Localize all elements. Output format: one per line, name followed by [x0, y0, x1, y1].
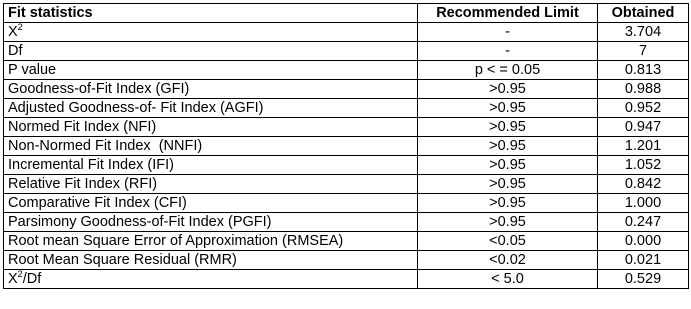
obtained-cell: 1.201	[598, 137, 689, 156]
statistic-name: Comparative Fit Index (CFI)	[8, 195, 187, 211]
statistic-cell	[4, 175, 418, 194]
obtained-cell: 0.947	[598, 118, 689, 137]
table-row	[4, 270, 689, 289]
superscript: 2	[17, 22, 23, 32]
statistic-name: Root mean Square Error of Approximation (RMSEA)	[8, 233, 344, 249]
statistic-cell	[4, 213, 418, 232]
recommended-limit-cell: >0.95	[418, 213, 598, 232]
obtained-cell: 0.021	[598, 251, 689, 270]
statistic-name: Df	[8, 43, 23, 59]
obtained-cell: 1.052	[598, 156, 689, 175]
recommended-limit-cell: >0.95	[418, 118, 598, 137]
statistic-cell	[4, 232, 418, 251]
recommended-limit-cell: < 5.0	[418, 270, 598, 289]
obtained-cell: 3.704	[598, 23, 689, 42]
statistic-name: Goodness-of-Fit Index (GFI)	[8, 81, 190, 97]
statistic-name: Relative Fit Index (RFI)	[8, 176, 158, 192]
recommended-limit-cell: >0.95	[418, 194, 598, 213]
obtained-cell: 0.842	[598, 175, 689, 194]
statistic-cell	[4, 137, 418, 156]
statistic-cell	[4, 270, 418, 289]
obtained-cell: 0.813	[598, 61, 689, 80]
table-row	[4, 194, 689, 213]
statistic-name: Root Mean Square Residual (RMR)	[8, 252, 237, 268]
statistic-name: X	[8, 24, 18, 40]
table-row	[4, 213, 689, 232]
column-header-fit-statistics: Fit statistics	[4, 4, 418, 23]
statistic-cell	[4, 61, 418, 80]
statistic-name: X	[8, 271, 18, 287]
table-row	[4, 175, 689, 194]
recommended-limit-cell: <0.05	[418, 232, 598, 251]
statistic-cell	[4, 156, 418, 175]
obtained-cell: 0.000	[598, 232, 689, 251]
statistic-name: Parsimony Goodness-of-Fit Index (PGFI)	[8, 214, 272, 230]
statistic-cell	[4, 251, 418, 270]
table-header-row	[4, 4, 689, 23]
table-row	[4, 42, 689, 61]
table-row	[4, 232, 689, 251]
obtained-cell: 0.952	[598, 99, 689, 118]
statistic-name: Non-Normed Fit Index (NNFI)	[8, 138, 203, 154]
statistic-cell	[4, 99, 418, 118]
recommended-limit-cell: p < = 0.05	[418, 61, 598, 80]
statistic-cell	[4, 42, 418, 61]
table-row	[4, 156, 689, 175]
recommended-limit-cell: >0.95	[418, 80, 598, 99]
table-row	[4, 61, 689, 80]
statistic-name: Adjusted Goodness-of- Fit Index (AGFI)	[8, 100, 264, 116]
recommended-limit-cell: <0.02	[418, 251, 598, 270]
obtained-cell: 0.988	[598, 80, 689, 99]
statistic-cell	[4, 23, 418, 42]
obtained-cell: 0.529	[598, 270, 689, 289]
table-row	[4, 80, 689, 99]
table-row	[4, 99, 689, 118]
recommended-limit-cell: >0.95	[418, 175, 598, 194]
statistic-suffix: /Df	[22, 271, 42, 287]
statistic-name: Incremental Fit Index (IFI)	[8, 157, 174, 173]
obtained-cell: 7	[598, 42, 689, 61]
statistic-cell	[4, 118, 418, 137]
recommended-limit-cell: >0.95	[418, 137, 598, 156]
obtained-cell: 1.000	[598, 194, 689, 213]
recommended-limit-cell: -	[418, 42, 598, 61]
obtained-cell: 0.247	[598, 213, 689, 232]
statistic-cell	[4, 194, 418, 213]
table-row	[4, 137, 689, 156]
table-row	[4, 251, 689, 270]
statistic-name: Normed Fit Index (NFI)	[8, 119, 157, 135]
column-header-obtained: Obtained	[598, 4, 689, 23]
column-header-recommended-limit: Recommended Limit	[418, 4, 598, 23]
statistic-name: P value	[8, 62, 57, 78]
recommended-limit-cell: -	[418, 23, 598, 42]
recommended-limit-cell: >0.95	[418, 99, 598, 118]
recommended-limit-cell: >0.95	[418, 156, 598, 175]
table-row	[4, 23, 689, 42]
statistic-cell	[4, 80, 418, 99]
superscript: 2	[17, 269, 23, 279]
fit-statistics-table	[3, 3, 689, 289]
table-row	[4, 118, 689, 137]
